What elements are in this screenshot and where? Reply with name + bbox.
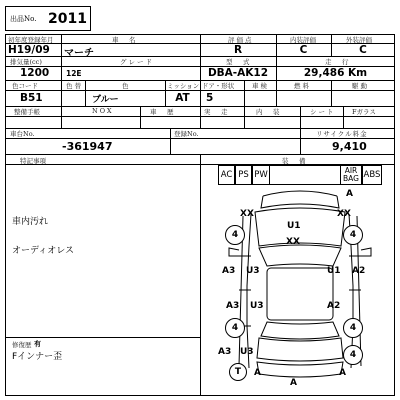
interior-value: C xyxy=(299,44,308,56)
chassis-value: -361947 xyxy=(62,140,113,153)
tire-rl: 4 xyxy=(225,318,245,338)
color-code-value: B51 xyxy=(20,92,43,104)
history-header: 車 歴 xyxy=(150,108,176,116)
doors-header: ドア・形状 xyxy=(202,82,235,90)
displacement-header: 排気量(cc) xyxy=(10,58,42,66)
model-value: DBA-AK12 xyxy=(207,67,269,79)
mark-a2-right: A2 xyxy=(352,266,366,276)
mileage-type-header: 実 走 xyxy=(204,108,230,116)
first-reg-value: H19/09 xyxy=(8,44,50,56)
note-item: 車内汚れ xyxy=(12,217,49,227)
displacement-value: 1200 xyxy=(20,67,50,79)
chassis-header: 車台No. xyxy=(10,130,35,138)
drive-header: 駆動 xyxy=(352,82,369,90)
nox-header: NOX xyxy=(92,107,114,115)
first-reg-header: 初年度登録年月 xyxy=(8,36,54,44)
repair-value: 有 xyxy=(34,340,41,348)
reg-no-header: 登録No. xyxy=(174,130,199,138)
equipment-header: 装 備 xyxy=(282,157,308,165)
lot-label: 出品No. xyxy=(10,15,37,23)
color-header: 色 xyxy=(122,82,131,90)
color-value: ブルー xyxy=(92,95,119,105)
tire-fr: 4 xyxy=(343,225,363,245)
mark-a3-left2: A3 xyxy=(226,301,240,311)
mileage-value: 29,486 Km xyxy=(303,67,368,79)
mark-u1-right: U1 xyxy=(327,266,341,276)
spare-tire: T xyxy=(229,363,247,381)
exterior-value: C xyxy=(359,44,367,56)
exterior-header: 外装評価 xyxy=(346,36,372,44)
mark-xx-right: XX xyxy=(337,209,351,219)
score-header: 評価点 xyxy=(228,36,254,44)
mission-value: AT xyxy=(175,92,190,104)
grade-value: 12E xyxy=(66,69,82,78)
mileage-header: 走 行 xyxy=(325,58,351,66)
equipment-ac: AC xyxy=(218,165,235,185)
doors-value: 5 xyxy=(206,92,214,104)
fuel-header: 燃料 xyxy=(294,82,311,90)
mark-a3-left: A3 xyxy=(222,266,236,276)
mark-u3-bottom: U3 xyxy=(240,347,254,357)
mark-u3-left: U3 xyxy=(246,266,260,276)
tire-fl: 4 xyxy=(225,225,245,245)
mark-xx-left: XX xyxy=(240,209,254,219)
remarks-header: 修復歴 xyxy=(12,341,32,349)
model-header: 型 式 xyxy=(226,58,252,66)
glass-header: Fガラス xyxy=(352,108,376,116)
mark-u3-left2: U3 xyxy=(250,301,264,311)
mark-a2-right2: A2 xyxy=(327,301,341,311)
tire-br: 4 xyxy=(343,345,363,365)
score-value: R xyxy=(233,44,243,56)
equipment-blank xyxy=(270,165,340,185)
mark-u1-top: U1 xyxy=(287,221,301,231)
tire-rr: 4 xyxy=(343,318,363,338)
mission-header: ミッション xyxy=(167,82,200,90)
interior-header: 内装評価 xyxy=(290,36,316,44)
name-header: 車 名 xyxy=(112,36,138,44)
mark-a3-bottom: A3 xyxy=(218,347,232,357)
mark-a-br: A xyxy=(339,368,346,378)
equipment-ps: PS xyxy=(235,165,252,185)
equipment-abs: ABS xyxy=(362,165,382,185)
mark-top-a: A xyxy=(346,189,353,199)
color-change-header: 色替 xyxy=(66,82,83,90)
color-code-header: 色コード xyxy=(12,82,38,90)
note-item: オーディオレス xyxy=(12,246,75,256)
mark-a-bl: A xyxy=(254,368,261,378)
recycle-header: リサイクル料金 xyxy=(316,130,368,138)
notes-header: 特記事項 xyxy=(20,157,46,165)
mark-xx-mid: XX xyxy=(286,237,300,247)
mark-a-bm: A xyxy=(290,378,297,388)
name-value: マーチ xyxy=(64,48,94,59)
interior2-header: 内 装 xyxy=(256,108,282,116)
remarks-text: Fインナー歪 xyxy=(12,352,63,362)
service-header: 整備手帳 xyxy=(14,108,40,116)
equipment-pw: PW xyxy=(252,165,270,185)
grade-header: グレード xyxy=(120,58,154,66)
lot-number: 2011 xyxy=(48,11,87,27)
seat-header: シート xyxy=(310,108,336,116)
recycle-value: 9,410 xyxy=(332,140,367,153)
equipment-airbag: AIR BAG xyxy=(340,165,362,185)
cooler-header: 車検 xyxy=(252,82,269,90)
